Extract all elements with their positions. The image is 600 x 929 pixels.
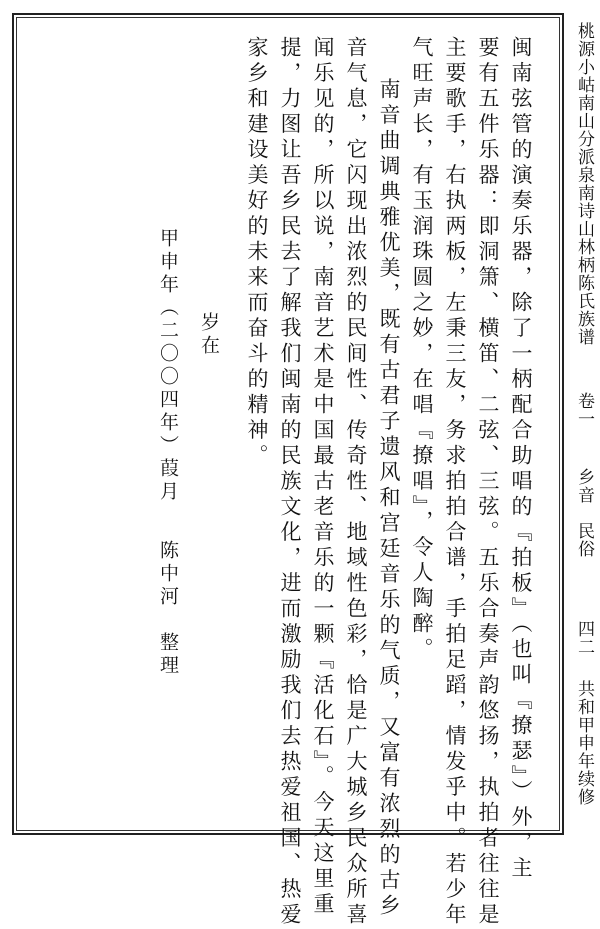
- body-column-1: 闽南弦管的演奏乐器，除了一柄配合助唱的『拍板』（也叫『撩瑟』）外，主: [509, 36, 533, 882]
- gutter-edition: 共和甲申年续修: [574, 680, 594, 806]
- body-column-9: 家乡和建设美好的未来而奋斗的精神。: [245, 36, 269, 470]
- gutter-volume: 卷一: [574, 392, 594, 428]
- body-column-7: 闻乐见的，所以说，南音艺术是中国最古老音乐的一颗『活化石』。今天这里重: [311, 36, 335, 918]
- body-column-3: 主要歌手，右执两板，左秉三友，务求拍拍合谱，手拍足蹈，情发乎中。若少年: [443, 36, 467, 929]
- gutter-book-title: 桃源小岵南山分派泉南诗山林柄陈氏族谱: [574, 22, 594, 346]
- body-column-8: 提，力图让吾乡民去了解我们闽南的民族文化，进而激励我们去热爱祖国、热爱: [278, 36, 302, 929]
- gutter-section: 乡音 民俗: [574, 468, 594, 558]
- body-column-2: 要有五件乐器：即洞箫、横笛、二弦、三弦。五乐合奏声韵悠扬，执拍者往往是: [476, 36, 500, 929]
- signature-date: 甲申年（二〇〇四年）葭月: [157, 228, 179, 504]
- signature-sui-zai: 岁在: [198, 312, 220, 358]
- body-column-5: 南音曲调典雅优美，既有古君子遗风和宫廷音乐的气质，又富有浓烈的古乡: [377, 78, 401, 920]
- gutter-page-number: 四二: [574, 620, 594, 656]
- body-column-6: 音气息，它闪现出浓烈的民间性、传奇性、地域性色彩，恰是广大城乡民众所喜: [344, 36, 368, 929]
- body-column-4: 气旺声长，有玉润珠圆之妙，在唱『撩唱』，令人陶醉。: [410, 36, 434, 663]
- signature-author: 陈中河 整理: [157, 540, 179, 678]
